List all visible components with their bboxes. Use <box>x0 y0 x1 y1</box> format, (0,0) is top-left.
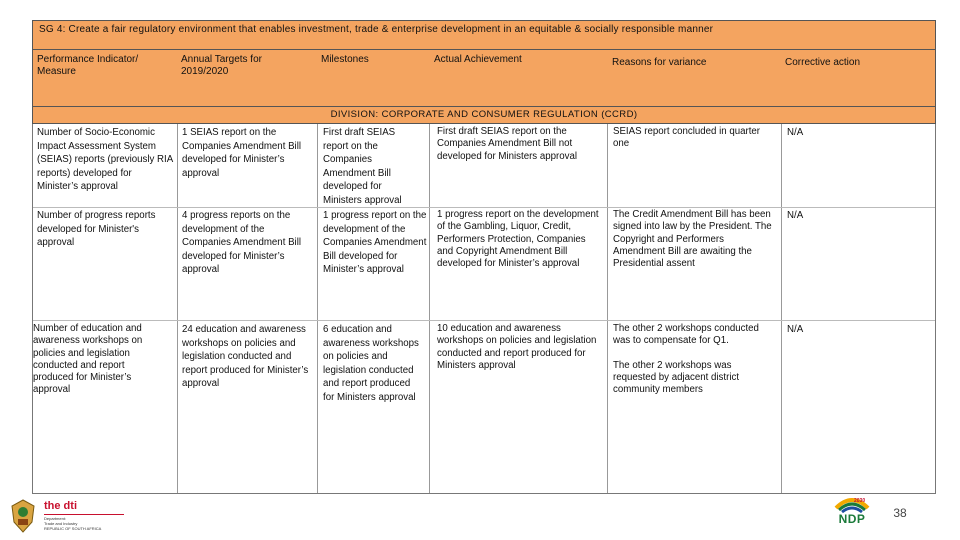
row1-milestone: First draft SEIAS report on the Companies Amendment Bill developed for Ministers approval <box>323 127 402 206</box>
division-bar <box>32 107 936 124</box>
division-title: DIVISION: CORPORATE AND CONSUMER REGULATION (CCRD) <box>330 109 638 120</box>
row2-target: 4 progress reports on the development of the Companies Amendment Bill developed for Minister’s approval <box>182 210 301 276</box>
row1-reasons: SEIAS report concluded in quarter one <box>613 126 761 150</box>
page-number: 38 <box>893 506 907 520</box>
dti-department <box>44 516 101 531</box>
row-divider <box>33 207 935 208</box>
row2-milestone: 1 progress report on the development of the Companies Amendment Bill developed for Minister’s approval <box>323 210 427 276</box>
dti-brand: the dti <box>44 500 77 512</box>
column-divider <box>781 124 782 493</box>
row1-corrective: N/A <box>787 127 804 138</box>
dti-line3: REPUBLIC OF SOUTH AFRICA <box>44 526 102 531</box>
row3-indicator: Number of education and awareness workshops on policies and legislation conducted and report produced for Minister’s approval <box>33 323 143 396</box>
header-reasons: Reasons for variance <box>612 57 707 68</box>
row3-achievement: 10 education and awareness workshops on policies and legislation conducted and report produced for Ministers approval <box>437 323 597 371</box>
column-divider <box>607 124 608 493</box>
header-corrective: Corrective action <box>785 57 861 68</box>
dti-logo <box>8 496 118 536</box>
header-indicator: Performance Indicator/ Measure <box>37 54 139 77</box>
header-targets: Annual Targets for 2019/2020 <box>181 54 262 77</box>
row1-indicator: Number of Socio-Economic Impact Assessment System (SEIAS) reports (previously RIA reports) developed for Minister’s approval <box>37 127 173 193</box>
coat-of-arms-icon <box>8 498 38 534</box>
dti-line2: Trade and Industry <box>44 521 78 526</box>
header-achievement: Actual Achievement <box>434 54 522 65</box>
row-divider <box>33 320 935 321</box>
table-body <box>32 124 936 494</box>
row1-target: 1 SEIAS report on the Companies Amendment Bill developed for Minister’s approval <box>182 127 301 179</box>
row2-achievement: 1 progress report on the development of the Gambling, Liquor, Credit, Performers Protection, Companies and Copyright Amendment Bill developed for Minister’s approval <box>437 209 599 270</box>
row3-corrective: N/A <box>787 324 804 335</box>
row2-reasons: The Credit Amendment Bill has been signed into law by the President. The Copyright and Performers Amendment Bill are awaiting the Presidential assent <box>613 209 772 270</box>
row3-milestone: 6 education and awareness workshops on policies and legislation conducted and report produced for Ministers approval <box>323 324 419 403</box>
row3-reasons-part1: The other 2 workshops conducted was to compensate for Q1. <box>613 323 759 347</box>
ndp-logo <box>832 494 872 528</box>
row3-target: 24 education and awareness workshops on policies and legislation conducted and report produced for Minister’s approval <box>182 324 309 390</box>
row2-corrective: N/A <box>787 210 804 221</box>
strategic-goal-text: SG 4: Create a fair regulatory environment that enables investment, trade & enterprise development in an equitable & socially responsible manner <box>39 24 714 35</box>
table-header <box>32 50 936 107</box>
row1-achievement: First draft SEIAS report on the Companies Amendment Bill not developed for Ministers approval <box>437 126 578 162</box>
row3-reasons-part2: The other 2 workshops was requested by adjacent district community members <box>613 359 740 396</box>
ndp-year: 2030 <box>854 498 866 504</box>
header-milestones: Milestones <box>321 54 369 65</box>
column-divider <box>317 124 318 493</box>
ndp-label: NDP <box>838 512 866 526</box>
column-divider <box>177 124 178 493</box>
strategic-goal-bar <box>32 20 936 50</box>
column-divider <box>429 124 430 493</box>
row3-reasons <box>613 323 763 408</box>
row2-indicator: Number of progress reports developed for Minister's approval <box>37 210 156 249</box>
dti-line1: Department: <box>44 516 67 521</box>
